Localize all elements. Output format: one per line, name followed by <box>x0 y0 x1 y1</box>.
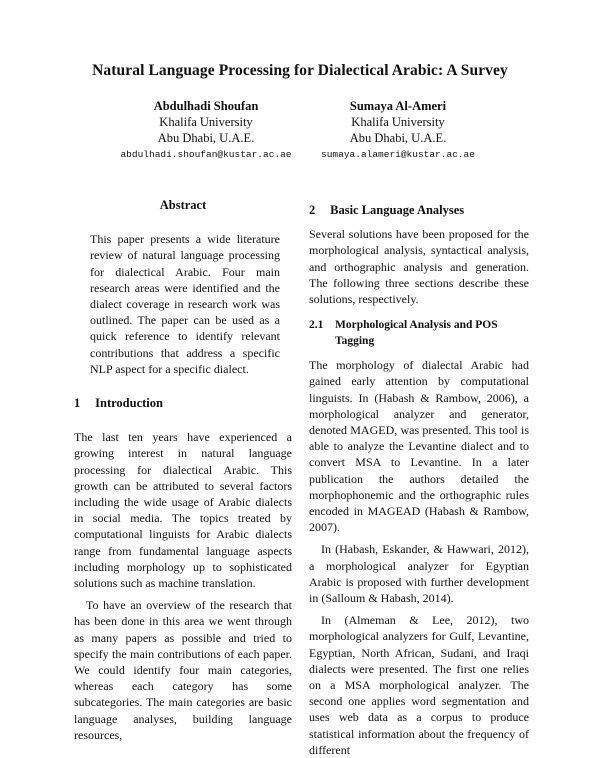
section-heading-basic-language-analyses <box>309 202 529 218</box>
paper-title: Natural Language Processing for Dialectical Arabic: A Survey <box>92 62 508 79</box>
author-email[interactable]: sumaya.alameri@kustar.ac.ae <box>321 149 475 160</box>
right-column <box>309 195 529 758</box>
subsection-heading-morphological-analysis <box>309 317 529 349</box>
author-location: Abu Dhabi, U.A.E. <box>349 131 447 145</box>
author-block <box>278 98 518 164</box>
section-number: 2 <box>309 203 316 217</box>
author-location: Abu Dhabi, U.A.E. <box>157 131 255 145</box>
section-heading-introduction <box>74 395 292 411</box>
paragraph: The last ten years have experienced a growing interest in natural language processing for dialectical Arabic. This growth can be attributed to several factors including the wide usage of Arabic dialects in social media. The topics treated by computational linguists for Arabic dialects range from fundamental language aspects including morphology up to sophisticated solutions such as machine translation. <box>74 430 292 591</box>
left-column <box>74 195 292 743</box>
section-title: Basic Language Analyses <box>330 203 465 217</box>
subsection-title: Morphological Analysis and POS Tagging <box>335 319 498 348</box>
author-name: Abdulhadi Shoufan <box>153 99 259 113</box>
abstract-text: This paper presents a wide literature review of natural language processing for dialectical Arabic. Four main research areas were identified and the dialect coverage in research work was outlined. The paper can be used as a quick reference to identify relevant contributions that address a specific NLP aspect for a specific dialect. <box>90 232 280 376</box>
paragraph: In (Almeman & Lee, 2012), two morphological analyzers for Gulf, Levantine, Egyptian, North African, Sudani, and Iraqi dialects were presented. The first one relies on a MSA morphological analyzer. The second one applies word segmentation and uses web data as a corpus to produce statistical information about the frequency of different <box>309 613 529 757</box>
section-number: 1 <box>74 396 81 411</box>
paragraph: The morphology of dialectal Arabic had gained early attention by computational linguists. In (Habash & Rambow, 2006), a morphological analyzer and generator, denoted MAGED, was presented. This tool is able to analyze the Levantine dialect and to convert MSA to Levantine. In a later publication the authors detailed the morphophonemic and the orthographic rules encoded in MAGEAD (Habash & Rambow, 2007). <box>309 358 529 535</box>
author-email[interactable]: abdulhadi.shoufan@kustar.ac.ae <box>120 149 292 160</box>
paragraph: To have an overview of the research that has been done in this area we went through as many papers as possible and tried to specify the main contributions of each paper. We could identify four main categories, whereas each category has some subcategories. The main categories are basic language analyses, building language resources, <box>74 598 292 742</box>
abstract-heading: Abstract <box>159 198 207 212</box>
paragraph: Several solutions have been proposed for the morphological analysis, syntactical analysis, and orthographic analysis and generation. The following three sections describe these solutions, respectively. <box>309 227 529 307</box>
author-name: Sumaya Al-Ameri <box>349 99 447 113</box>
subsection-number: 2.1 <box>309 319 324 332</box>
paragraph: In (Habash, Eskander, & Hawwari, 2012), a morphological analyzer for Egyptian Arabic is proposed with further development in (Salloum & Habash, 2014). <box>309 542 529 606</box>
author-affiliation: Khalifa University <box>351 115 445 129</box>
section-title: Introduction <box>95 396 163 411</box>
author-affiliation: Khalifa University <box>159 115 253 129</box>
